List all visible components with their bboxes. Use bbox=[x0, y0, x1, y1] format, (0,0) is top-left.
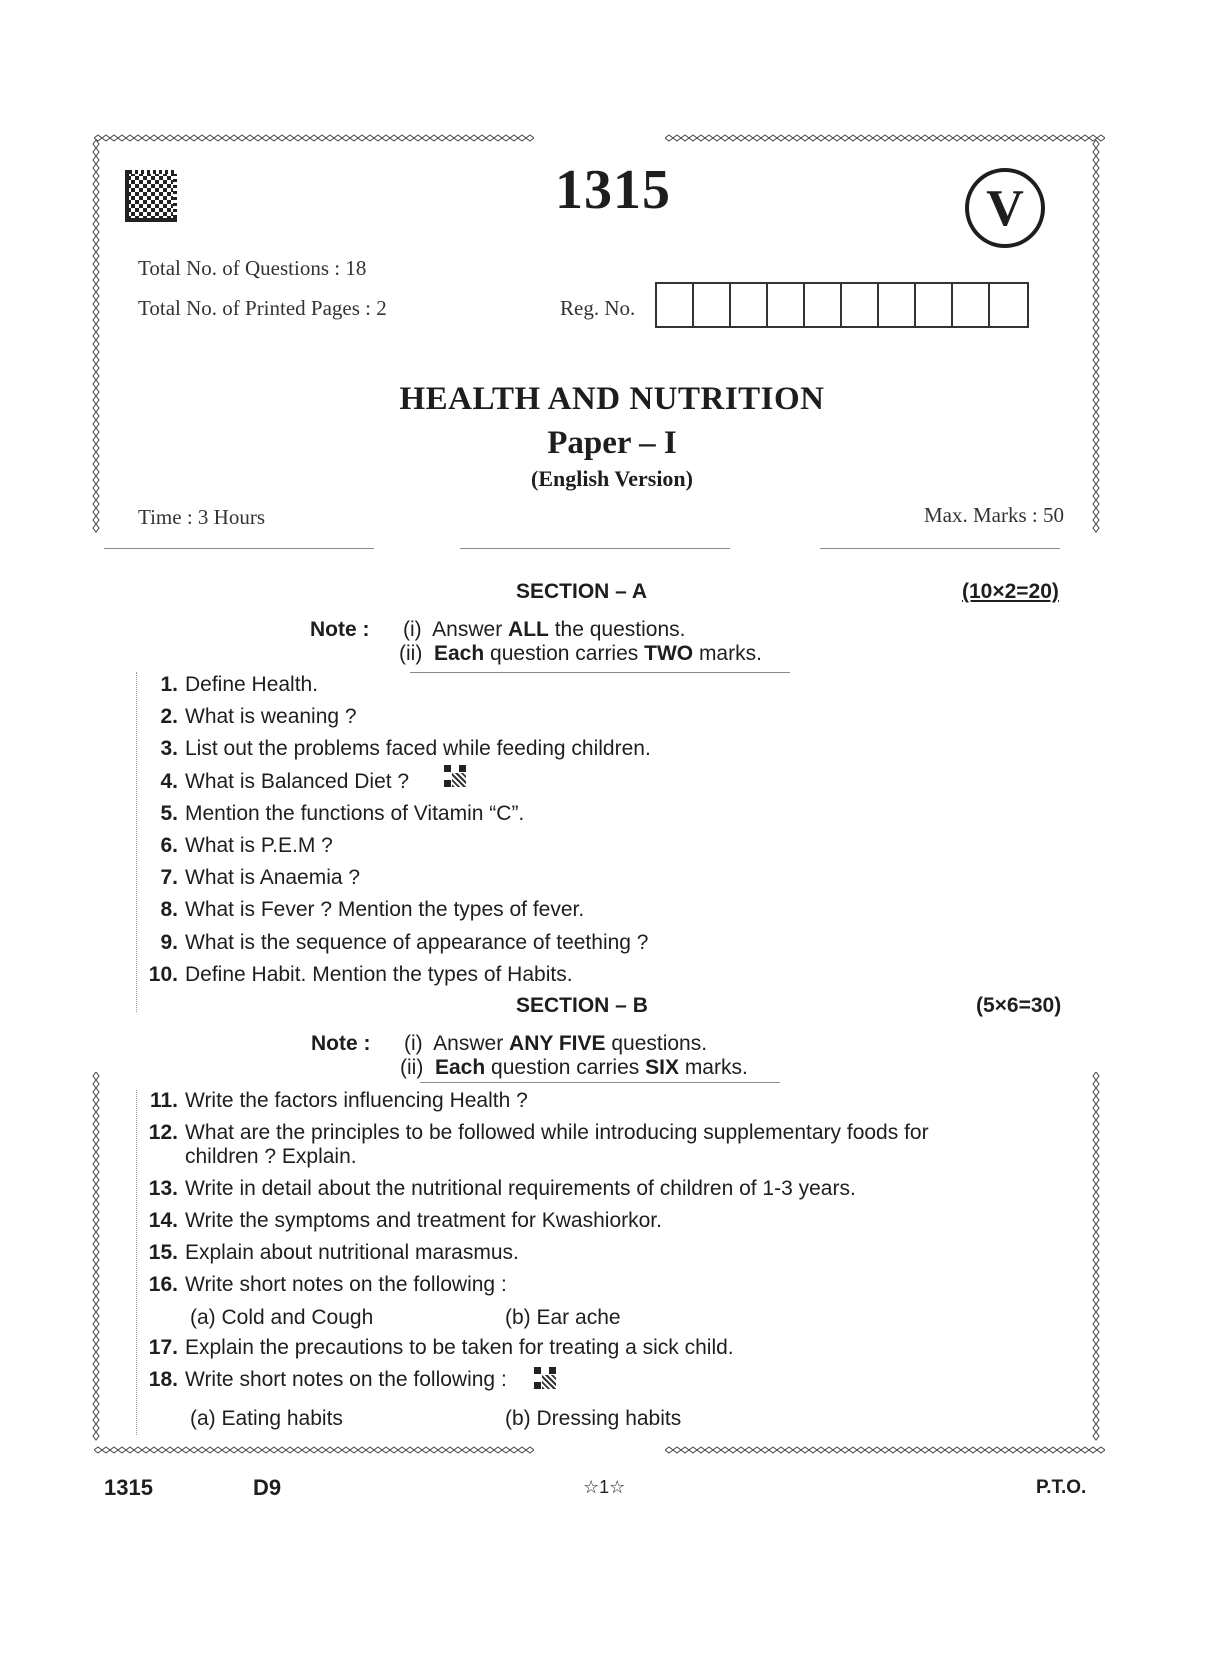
section-a-marks: (10×2=20) bbox=[962, 580, 1059, 603]
q16-option-b: (b) Ear ache bbox=[505, 1306, 621, 1329]
reg-no-box[interactable] bbox=[990, 284, 1027, 326]
section-b-note-2: (ii) Each question carries SIX marks. bbox=[400, 1056, 748, 1079]
reg-no-box[interactable] bbox=[916, 284, 953, 326]
subject-title: HEALTH AND NUTRITION bbox=[399, 381, 825, 417]
question-text: Explain the precautions to be taken for treating a sick child. bbox=[185, 1336, 734, 1359]
paper-code: 1315 bbox=[555, 159, 671, 221]
chain-border bbox=[92, 1072, 100, 1442]
question-text-continued: children ? Explain. bbox=[185, 1145, 357, 1168]
question-number: 11. bbox=[149, 1089, 178, 1112]
question-number: 18. bbox=[148, 1368, 178, 1391]
reg-no-box[interactable] bbox=[842, 284, 879, 326]
question-text: Write short notes on the following : bbox=[185, 1368, 507, 1391]
footer-set-code: D9 bbox=[253, 1475, 282, 1500]
chain-border bbox=[94, 1446, 534, 1454]
question-number: 3. bbox=[160, 737, 178, 761]
qr-code bbox=[444, 765, 466, 787]
reg-no-box[interactable] bbox=[657, 284, 694, 326]
footer-page-number: ☆1☆ bbox=[583, 1477, 626, 1497]
question-number: 14. bbox=[148, 1209, 178, 1232]
section-a-note-1: (i) Answer ALL the questions. bbox=[403, 618, 686, 641]
question-text: What is Anaemia ? bbox=[185, 866, 361, 890]
section-a-note-label: Note : bbox=[310, 618, 370, 641]
question-text: What is P.E.M ? bbox=[185, 834, 333, 857]
question-text: Mention the functions of Vitamin “C”. bbox=[185, 801, 525, 825]
q18-option-b: (b) Dressing habits bbox=[505, 1407, 682, 1430]
question-text: What is weaning ? bbox=[185, 705, 357, 729]
chain-border bbox=[1092, 1072, 1100, 1442]
qr-code bbox=[534, 1367, 556, 1389]
footer-paper-code: 1315 bbox=[104, 1475, 153, 1500]
question-text: Write in detail about the nutritional requirements of children of 1-3 years. bbox=[185, 1177, 856, 1200]
total-pages: Total No. of Printed Pages : 2 bbox=[138, 296, 387, 320]
question-text: List out the problems faced while feeding children. bbox=[185, 737, 651, 761]
question-number: 2. bbox=[160, 705, 178, 729]
question-text: Explain about nutritional marasmus. bbox=[185, 1241, 519, 1264]
question-number: 5. bbox=[160, 801, 178, 825]
question-number: 13. bbox=[148, 1177, 178, 1200]
question-text: Write short notes on the following : bbox=[185, 1273, 507, 1296]
reg-no-box[interactable] bbox=[879, 284, 916, 326]
reg-no-label: Reg. No. bbox=[560, 296, 636, 320]
question-number: 10. bbox=[148, 962, 178, 986]
section-a-title: SECTION – A bbox=[516, 580, 648, 603]
question-text: What is Balanced Diet ? bbox=[185, 769, 410, 793]
question-number: 17. bbox=[148, 1336, 178, 1359]
question-text: Write the symptoms and treatment for Kwashiorkor. bbox=[185, 1209, 662, 1232]
chain-border bbox=[665, 1446, 1105, 1454]
section-b-title: SECTION – B bbox=[516, 994, 648, 1017]
paper-version: (English Version) bbox=[531, 466, 693, 491]
divider bbox=[820, 548, 1060, 549]
paper-name: Paper – I bbox=[547, 425, 677, 461]
reg-no-boxes[interactable] bbox=[655, 282, 1029, 328]
question-number: 6. bbox=[160, 834, 178, 857]
question-number: 8. bbox=[160, 898, 178, 922]
divider bbox=[104, 548, 374, 549]
section-b-note-1: (i) Answer ANY FIVE questions. bbox=[404, 1032, 708, 1055]
reg-no-box[interactable] bbox=[805, 284, 842, 326]
total-questions: Total No. of Questions : 18 bbox=[138, 256, 367, 280]
section-b-marks: (5×6=30) bbox=[976, 994, 1062, 1017]
footer-pto: P.T.O. bbox=[1036, 1477, 1087, 1498]
question-number: 7. bbox=[160, 866, 178, 890]
question-number: 16. bbox=[148, 1273, 178, 1296]
question-number: 9. bbox=[160, 930, 178, 954]
divider bbox=[420, 1082, 780, 1083]
section-a-note-2: (ii) Each question carries TWO marks. bbox=[399, 642, 762, 665]
margin-line bbox=[136, 1090, 137, 1435]
chain-border bbox=[94, 134, 534, 142]
question-number: 4. bbox=[160, 769, 178, 793]
q18-option-a: (a) Eating habits bbox=[190, 1407, 343, 1430]
margin-line bbox=[136, 672, 137, 1012]
question-number: 1. bbox=[160, 673, 178, 696]
reg-no-box[interactable] bbox=[694, 284, 731, 326]
question-text: Define Health. bbox=[185, 673, 319, 696]
version-badge: V bbox=[965, 168, 1045, 248]
question-text: Define Habit. Mention the types of Habits. bbox=[185, 962, 573, 986]
question-number: 12. bbox=[148, 1121, 178, 1144]
reg-no-box[interactable] bbox=[953, 284, 990, 326]
time-allowed: Time : 3 Hours bbox=[138, 505, 265, 529]
max-marks: Max. Marks : 50 bbox=[924, 503, 1064, 527]
question-text: Write the factors influencing Health ? bbox=[185, 1089, 528, 1112]
question-text: What are the principles to be followed while introducing supplementary foods for bbox=[185, 1121, 929, 1144]
reg-no-box[interactable] bbox=[731, 284, 768, 326]
question-number: 15. bbox=[148, 1241, 178, 1264]
divider bbox=[460, 548, 730, 549]
section-b-note-label: Note : bbox=[311, 1032, 371, 1055]
chain-border bbox=[665, 134, 1105, 142]
question-text: What is the sequence of appearance of teething ? bbox=[185, 930, 649, 954]
question-text: What is Fever ? Mention the types of fever. bbox=[185, 898, 585, 922]
q16-option-a: (a) Cold and Cough bbox=[190, 1306, 374, 1329]
datamatrix-code bbox=[125, 170, 177, 222]
reg-no-box[interactable] bbox=[768, 284, 805, 326]
